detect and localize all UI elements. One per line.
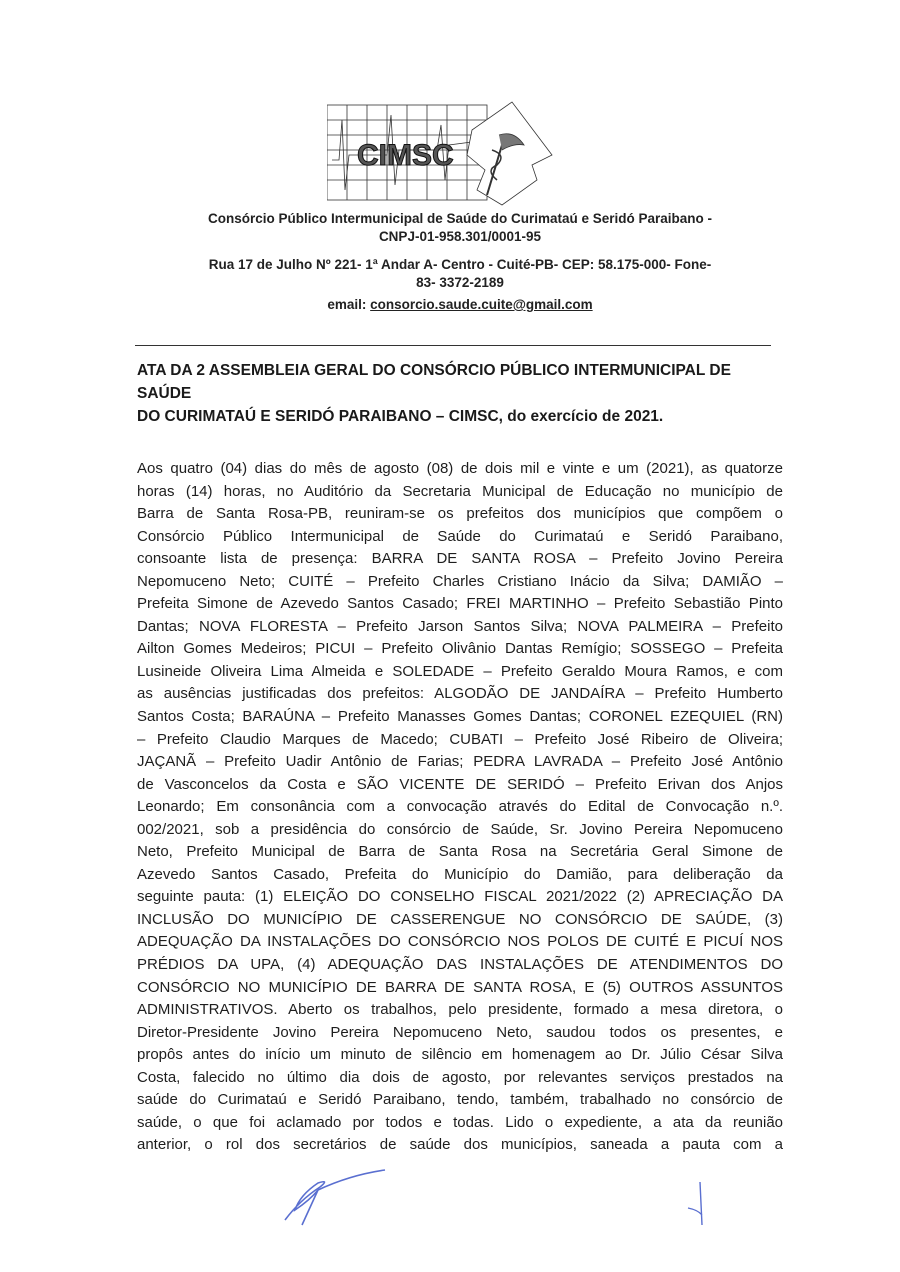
body-line: consoante lista de presença: BARRA DE SANTA ROSA – Prefeito Jovino Pereira [137,550,783,568]
body-line: Dantas; NOVA FLORESTA – Prefeito Jarson Santos Silva; NOVA PALMEIRA – Prefeito [137,617,783,635]
body-line: Lusineide Oliveira Lima Almeida e SOLEDADE – Prefeito Geraldo Moura Ramos, e com [137,662,783,680]
body-line: INCLUSÃO DO MUNICÍPIO DE CASSERENGUE NO CONSÓRCIO DE SAÚDE, (3) [137,910,783,928]
body-line: PRÉDIOS DA UPA, (4) ADEQUAÇÃO DAS INSTALAÇÕES DE ATENDIMENTOS DO [137,956,783,974]
body-line: Costa, falecido no último dia dois de agosto, por relevantes serviços prestados na [137,1068,783,1086]
body-line: horas (14) horas, no Auditório da Secretaria Municipal de Educação no município de [137,482,783,500]
org-name: Consórcio Público Intermunicipal de Saúde do Curimataú e Seridó Paraibano - [207,211,713,226]
body-line: saúde, o que foi aclamado por todos e todas. Lido o expediente, a ata da reunião [137,1113,783,1131]
body-line: Neto, Prefeito Municipal de Barra de Santa Rosa na Secretária Geral Simone de [137,843,783,861]
document-title [137,359,787,428]
body-line: Leonardo; Em consonância com a convocação através do Edital de Convocação n.º. [137,798,783,816]
org-phone: 83- 3372-2189 [416,275,504,290]
title-line-2: DO CURIMATAÚ E SERIDÓ PARAIBANO – CIMSC, do exercício de 2021. [137,408,664,425]
body-line: ADMINISTRATIVOS. Aberto os trabalhos, pelo presidente, formado a mesa diretora, o [137,1001,783,1019]
body-line: Nepomuceno Neto; CUITÉ – Prefeito Charles Cristiano Inácio da Silva; DAMIÃO – [137,572,783,590]
org-address: Rua 17 de Julho Nº 221- 1ª Andar A- Centro - Cuité-PB- CEP: 58.175-000- Fone- [208,257,712,272]
body-line: Ailton Gomes Medeiros; PICUI – Prefeito Olivânio Dantas Remígio; SOSSEGO – Prefeita [137,640,783,658]
org-cnpj: CNPJ-01-958.301/0001-95 [378,229,542,244]
title-line-1: ATA DA 2 ASSEMBLEIA GERAL DO CONSÓRCIO PÚBLICO INTERMUNICIPAL DE SAÚDE [137,362,731,402]
body-line: CONSÓRCIO NO MUNICÍPIO DE BARRA DE SANTA ROSA, E (5) OUTROS ASSUNTOS [137,978,783,996]
body-line: anterior, o rol dos secretários de saúde dos municípios, saneada a pauta com a [137,1136,783,1154]
body-line: Aos quatro (04) dias do mês de agosto (08) de dois mil e vinte e um (2021), as quatorze [137,460,783,477]
svg-text:CIMSC: CIMSC [357,139,454,172]
body-line: as ausências justificadas dos prefeitos: ALGODÃO DE JANDAÍRA – Prefeito Humberto [137,685,783,703]
email-link[interactable]: consorcio.saude.cuite@gmail.com [370,297,593,312]
body-line: propôs antes do início um minuto de silêncio em homenagem ao Dr. Júlio César Silva [137,1046,783,1064]
body-line: Barra de Santa Rosa-PB, reuniram-se os prefeitos dos municípios que compõem o [137,505,783,523]
body-line: Azevedo Santos Casado, Prefeita do Município do Damião, para deliberação da [137,865,783,883]
email-label: email: [327,297,367,312]
body-line: Prefeita Simone de Azevedo Santos Casado; FREI MARTINHO – Prefeito Sebastião Pinto [137,595,783,613]
body-line: Santos Costa; BARAÚNA – Prefeito Manasses Gomes Dantas; CORONEL EZEQUIEL (RN) [137,708,783,726]
body-line: seguinte pauta: (1) ELEIÇÃO DO CONSELHO FISCAL 2021/2022 (2) APRECIAÇÃO DA [137,888,783,906]
body-line: de Vasconcelos da Costa e SÃO VICENTE DE SERIDÓ – Prefeito Erivan dos Anjos [137,775,783,793]
body-line: Diretor-Presidente Jovino Pereira Nepomuceno Neto, saudou todos os presentes, e [137,1023,783,1041]
body-line: ADEQUAÇÃO DA INSTALAÇÕES DO CONSÓRCIO NOS POLOS DE CUITÉ E PICUÍ NOS [137,933,783,951]
signature-2 [680,1180,720,1230]
body-line: Consórcio Público Intermunicipal de Saúde do Curimataú e Seridó Paraibano, [137,527,783,545]
body-line: 002/2021, sob a presidência do consórcio de Saúde, Sr. Jovino Pereira Nepomuceno [137,820,783,838]
minutes-body [137,458,783,1157]
body-line: JAÇANÃ – Prefeito Uadir Antônio de Farias; PEDRA LAVRADA – Prefeito José Antônio [137,753,783,771]
cimsc-logo [327,100,557,210]
signature-1 [280,1165,390,1235]
header-divider [135,345,771,346]
body-line: saúde do Curimataú e Seridó Paraibano, tendo, também, trabalhado no consórcio de [137,1091,783,1109]
body-line: – Prefeito Claudio Marques de Macedo; CUBATI – Prefeito José Ribeiro de Oliveira; [137,730,783,748]
